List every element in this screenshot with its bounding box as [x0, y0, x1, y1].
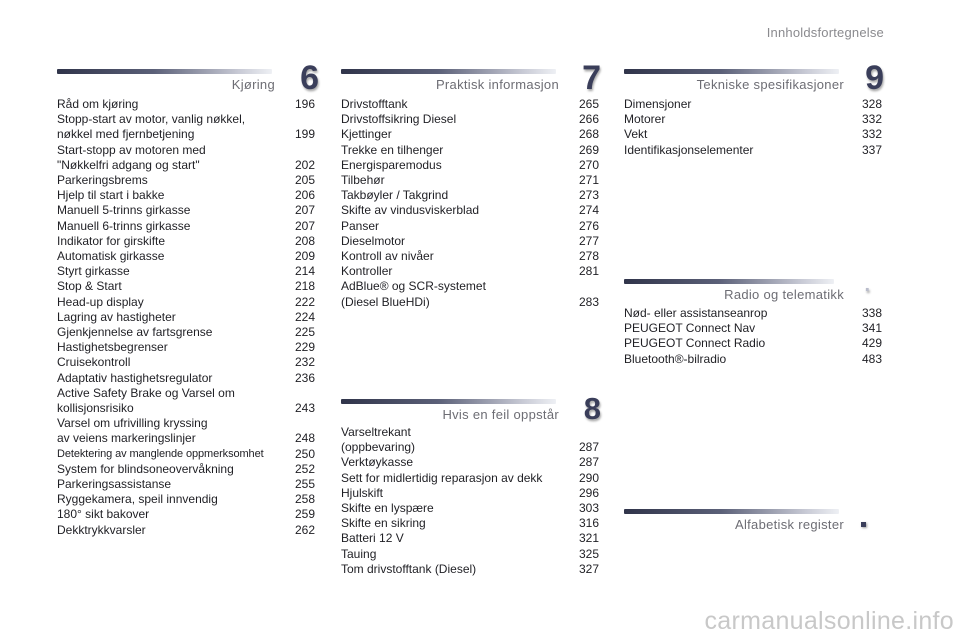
toc-entry[interactable] [341, 158, 599, 173]
toc-entry-page: 232 [294, 355, 315, 370]
toc-entry-title: Active Safety Brake og Varsel om kollisjonsrisiko [57, 385, 235, 416]
toc-entry[interactable] [57, 340, 315, 355]
toc-entry-title: Hjelp til start i bakke [57, 188, 165, 203]
section-divider [624, 69, 839, 74]
index-section-title: Alfabetisk register [734, 517, 844, 532]
toc-entry-title: Skifte en lyspære [341, 501, 434, 516]
toc-entry-page: 321 [578, 531, 599, 546]
toc-entry[interactable] [57, 219, 315, 234]
toc-entry[interactable] [341, 455, 599, 470]
section-divider [341, 399, 556, 404]
chapter-number-6: 6 [300, 59, 319, 97]
toc-entry-page: 283 [578, 294, 599, 309]
section-8-title: Hvis en feil oppstår [442, 407, 559, 422]
toc-entry-title: Varseltrekant (oppbevaring) [341, 425, 416, 455]
toc-entry-page: 229 [294, 340, 315, 355]
toc-entry-page: 266 [578, 112, 599, 127]
toc-entry[interactable] [57, 355, 315, 370]
toc-entry-title: Tauing [341, 546, 377, 561]
toc-entry[interactable] [341, 188, 599, 203]
section-9-title: Tekniske spesifikasjoner [696, 77, 844, 92]
toc-entry-title: Indikator for girskifte [57, 233, 166, 248]
toc-entry-title: Identifikasjonselementer [624, 142, 754, 157]
toc-entry-page: 290 [578, 470, 599, 485]
toc-entry-title: 180° sikt bakover [57, 507, 150, 522]
toc-entry-title: Manuell 6-trinns girkasse [57, 218, 191, 233]
toc-entry-page: 328 [861, 97, 882, 111]
toc-entry-title: Nød- eller assistanseanrop [624, 306, 768, 320]
toc-entry-title: Motorer [624, 112, 666, 127]
toc-entry-page: 202 [294, 157, 315, 172]
toc-entry-title: Råd om kjøring [57, 97, 139, 111]
toc-entry[interactable] [57, 264, 315, 279]
toc-entry-page: 316 [578, 516, 599, 531]
toc-entry-page: 429 [861, 336, 882, 351]
toc-entry-title: Drivstoffsikring Diesel [341, 112, 457, 127]
toc-entry[interactable] [57, 188, 315, 203]
toc-entry-page: 269 [578, 142, 599, 157]
toc-entry-page: 236 [294, 370, 315, 385]
toc-entry[interactable] [57, 386, 315, 416]
toc-entry-page: 208 [294, 233, 315, 248]
toc-entry-page: 206 [294, 188, 315, 203]
toc-entry-title: Bluetooth®-bilradio [624, 351, 727, 366]
section-8-header [341, 391, 601, 427]
toc-entry[interactable] [341, 547, 599, 562]
radio-section-header [624, 274, 884, 307]
toc-entry-title: Sett for midlertidig reparasjon av dekk [341, 470, 543, 485]
toc-entry-title: Drivstofftank [341, 97, 408, 111]
toc-entry-title: Trekke en tilhenger [341, 142, 444, 157]
toc-entry[interactable] [57, 112, 315, 142]
toc-entry-page: 270 [578, 157, 599, 172]
toc-entry-title: Start-stopp av motoren med "Nøkkelfri adgang og start" [57, 142, 206, 172]
toc-entry-page: 265 [578, 97, 599, 111]
toc-entry-title: Kjettinger [341, 127, 392, 142]
toc-entry-page: 199 [294, 127, 315, 142]
toc-entry[interactable] [57, 249, 315, 264]
toc-entry[interactable] [341, 562, 599, 577]
index-section-marker [861, 522, 866, 527]
toc-entry-title: Skifte av vindusviskerblad [341, 203, 480, 218]
section-divider [341, 69, 556, 74]
toc-entry-page: 252 [294, 461, 315, 476]
toc-entry-page: 327 [578, 561, 599, 576]
toc-entry-page: 273 [578, 188, 599, 203]
toc-entry-title: Ryggekamera, speil innvendig [57, 492, 218, 507]
toc-entry-page: 281 [578, 264, 599, 279]
toc-entry[interactable] [624, 352, 882, 367]
chapter-number-7: 7 [582, 59, 601, 97]
toc-entry-title: Lagring av hastigheter [57, 309, 176, 324]
toc-entry-page: 325 [578, 546, 599, 561]
toc-entry[interactable] [57, 203, 315, 218]
toc-entry[interactable] [341, 486, 599, 501]
toc-entry[interactable] [57, 507, 315, 522]
toc-entry-title: Manuell 5-trinns girkasse [57, 203, 191, 218]
toc-entry-title: Panser [341, 218, 380, 233]
toc-entry[interactable] [341, 203, 599, 218]
toc-entry-title: Stopp-start av motor, vanlig nøkkel, nøkkel med fjernbetjening [57, 112, 246, 142]
toc-entry[interactable] [624, 336, 882, 351]
toc-entry-title: Varsel om ufrivilling kryssing av veiens markeringslinjer [57, 416, 208, 446]
toc-entry[interactable] [57, 97, 315, 112]
toc-entry-page: 255 [294, 477, 315, 492]
toc-entry-title: Automatisk girkasse [57, 249, 165, 264]
toc-entry-page: 337 [861, 142, 882, 157]
toc-entry[interactable] [57, 371, 315, 386]
toc-entry[interactable] [624, 97, 882, 112]
toc-entry-page: 207 [294, 218, 315, 233]
toc-entry-title: Head-up display [57, 294, 144, 309]
toc-entry-title: Vekt [624, 127, 648, 142]
toc-entry[interactable] [57, 143, 315, 173]
toc-entry-title: Parkeringsassistanse [57, 477, 172, 492]
toc-entry[interactable] [57, 234, 315, 249]
toc-entry-title: Gjenkjennelse av fartsgrense [57, 325, 213, 340]
toc-entry-page: 483 [861, 351, 882, 366]
toc-entry[interactable] [57, 477, 315, 492]
toc-entry-title: Styrt girkasse [57, 264, 130, 279]
toc-entry-page: 287 [578, 455, 599, 470]
section-6-header [57, 59, 319, 97]
radio-section-title: Radio og telematikk [724, 287, 844, 302]
section-6-title: Kjøring [231, 77, 275, 92]
toc-entry-page: 271 [578, 173, 599, 188]
toc-entry-page: 224 [294, 309, 315, 324]
toc-entry[interactable] [57, 523, 315, 538]
toc-entry-page: 274 [578, 203, 599, 218]
section-7-header [341, 59, 601, 97]
toc-entry-title: Tom drivstofftank (Diesel) [341, 561, 477, 576]
toc-entry[interactable] [341, 143, 599, 158]
section-7-title: Praktisk informasjon [435, 77, 559, 92]
toc-entry-page: 338 [861, 306, 882, 320]
toc-entry[interactable] [57, 173, 315, 188]
toc-entry[interactable] [57, 492, 315, 507]
section-9-list [624, 97, 882, 158]
toc-entry-page: 303 [578, 501, 599, 516]
toc-entry-page: 205 [294, 173, 315, 188]
toc-entry-page: 250 [294, 446, 315, 461]
toc-entry-title: Adaptativ hastighetsregulator [57, 370, 213, 385]
toc-entry[interactable] [624, 112, 882, 127]
toc-entry-title: Energisparemodus [341, 157, 442, 172]
toc-entry-title: PEUGEOT Connect Radio [624, 336, 766, 351]
toc-entry[interactable] [57, 279, 315, 294]
toc-entry-title: Dekktrykkvarsler [57, 522, 146, 537]
page-header: Innholdsfortegnelse [766, 25, 884, 40]
toc-entry-title: Hjulskift [341, 485, 384, 500]
toc-entry[interactable] [624, 321, 882, 336]
toc-entry-page: 278 [578, 249, 599, 264]
toc-entry-page: 277 [578, 233, 599, 248]
chapter-number-9: 9 [865, 59, 884, 97]
toc-entry-page: 341 [861, 321, 882, 336]
toc-entry-title: Verktøykasse [341, 455, 414, 470]
toc-entry[interactable] [341, 234, 599, 249]
section-divider [624, 509, 839, 514]
toc-entry[interactable] [341, 127, 599, 142]
toc-entry-page: 332 [861, 127, 882, 142]
toc-entry-title: Parkeringsbrems [57, 173, 148, 188]
index-section-header [624, 507, 884, 537]
toc-entry-title: Batteri 12 V [341, 531, 404, 546]
toc-entry-title: Kontroller [341, 264, 393, 279]
section-8-list [341, 425, 599, 577]
toc-entry[interactable] [624, 306, 882, 321]
toc-entry-title: Kontroll av nivåer [341, 249, 434, 264]
section-divider [624, 279, 834, 284]
toc-entry-title: PEUGEOT Connect Nav [624, 321, 756, 336]
toc-entry[interactable] [341, 279, 599, 309]
toc-entry-page: 207 [294, 203, 315, 218]
toc-entry-title: Stop & Start [57, 279, 122, 294]
toc-entry[interactable] [341, 219, 599, 234]
toc-entry-title: Dieselmotor [341, 233, 406, 248]
toc-entry-page: 218 [294, 279, 315, 294]
toc-entry-title: System for blindsoneovervåkning [57, 461, 234, 476]
toc-entry-title: Takbøyler / Takgrind [341, 188, 449, 203]
toc-entry[interactable] [57, 447, 315, 462]
toc-entry[interactable] [624, 143, 882, 158]
watermark: carmanualsonline.info [704, 607, 954, 635]
toc-entry-page: 296 [578, 485, 599, 500]
toc-entry-page: 222 [294, 294, 315, 309]
toc-entry-title: Cruisekontroll [57, 355, 131, 370]
toc-entry[interactable] [341, 425, 599, 455]
toc-entry-title: Dimensjoner [624, 97, 692, 111]
toc-entry-page: 332 [861, 112, 882, 127]
toc-entry[interactable] [57, 462, 315, 477]
toc-entry[interactable] [57, 295, 315, 310]
toc-entry[interactable] [57, 325, 315, 340]
toc-entry-title: Skifte en sikring [341, 516, 426, 531]
toc-entry-page: 276 [578, 218, 599, 233]
toc-entry[interactable] [57, 416, 315, 446]
toc-entry-page: 268 [578, 127, 599, 142]
chapter-number-8: 8 [583, 391, 601, 426]
toc-entry-page: 243 [294, 401, 315, 416]
toc-entry[interactable] [341, 249, 599, 264]
toc-entry[interactable] [624, 127, 882, 142]
toc-entry-title: Tilbehør [341, 173, 385, 188]
toc-entry[interactable] [341, 471, 599, 486]
toc-entry-page: 214 [294, 264, 315, 279]
radio-section-list [624, 306, 882, 367]
toc-entry-title: Hastighetsbegrenser [57, 340, 168, 355]
toc-entry-title: Detektering av manglende oppmerksomhet [57, 447, 264, 460]
toc-entry-page: 209 [294, 249, 315, 264]
section-7-list [341, 97, 599, 310]
toc-entry[interactable] [57, 310, 315, 325]
radio-section-marker: . [864, 274, 870, 296]
section-9-header [624, 59, 884, 97]
toc-entry-title: AdBlue® og SCR-systemet (Diesel BlueHDi) [341, 279, 486, 309]
toc-entry-page: 196 [294, 97, 315, 111]
toc-entry-page: 225 [294, 325, 315, 340]
section-6-list [57, 97, 315, 538]
toc-entry[interactable] [341, 516, 599, 531]
toc-entry-page: 248 [294, 431, 315, 446]
toc-entry[interactable] [341, 112, 599, 127]
toc-entry-page: 259 [294, 507, 315, 522]
toc-entry-page: 287 [578, 440, 599, 455]
toc-entry[interactable] [341, 531, 599, 546]
toc-entry[interactable] [341, 264, 599, 279]
toc-entry-page: 258 [294, 492, 315, 507]
toc-entry-page: 262 [294, 522, 315, 537]
toc-entry[interactable] [341, 173, 599, 188]
section-divider [57, 69, 272, 74]
toc-entry[interactable] [341, 501, 599, 516]
toc-entry[interactable] [341, 97, 599, 112]
